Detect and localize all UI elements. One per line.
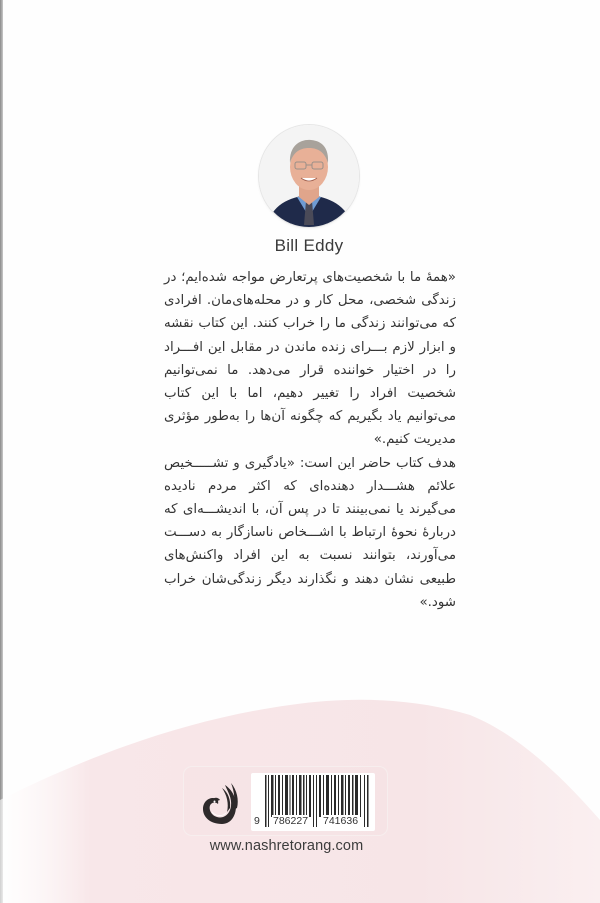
isbn-digits: [253, 815, 371, 827]
isbn-barcode: [251, 773, 375, 831]
publisher-bird-logo-icon: [200, 780, 240, 826]
isbn-first-digit: 9: [254, 815, 260, 827]
barcode-panel: [183, 766, 388, 836]
blurb-goal-paragraph: هدف کتاب حاضر این است: «یادگیری و تشـــــخیص علائم هشـــدار دهنده‌ای که اکثر مردم نادیده می‌گیرند یا نمی‌بینند تا در پس آن، با اندیشـــه‌ای که دربارهٔ نحوهٔ ارتباط با اشـــخاص ناسازگار به دســـت می‌آورند، بتوانند نسبت به این افراد واکنش‌های طبیعی نشان دهند و نگذارند دیگر زندگی‌شان خراب شود.»: [164, 455, 456, 610]
author-photo: [259, 125, 359, 227]
blurb-quote-paragraph: «همهٔ ما با شخصیت‌های پرتعارض مواجه شده‌ایم؛ در زندگی شخصی، محل کار و در محله‌های‌مان. افرادی که می‌توانند زندگی ما را خراب کنند. این کتاب نقشه و ابزار لازم بـــرای زنده ماندن در مقابل این افـــراد را در اختیار خواننده قرار می‌دهد. ما نمی‌توانیم شخصیت افراد را تغییر دهیم، اما با این کتاب می‌توانیم یاد بگیریم که چگونه آن‌ها را به‌طور مؤثری مدیریت کنیم.»: [164, 270, 456, 448]
publisher-website: www.nashretorang.com: [209, 838, 364, 854]
author-name: Bill Eddy: [274, 236, 344, 255]
isbn-left-group: 786227: [273, 815, 309, 827]
book-blurb: [164, 266, 456, 614]
isbn-right-group: 741636: [323, 815, 359, 827]
